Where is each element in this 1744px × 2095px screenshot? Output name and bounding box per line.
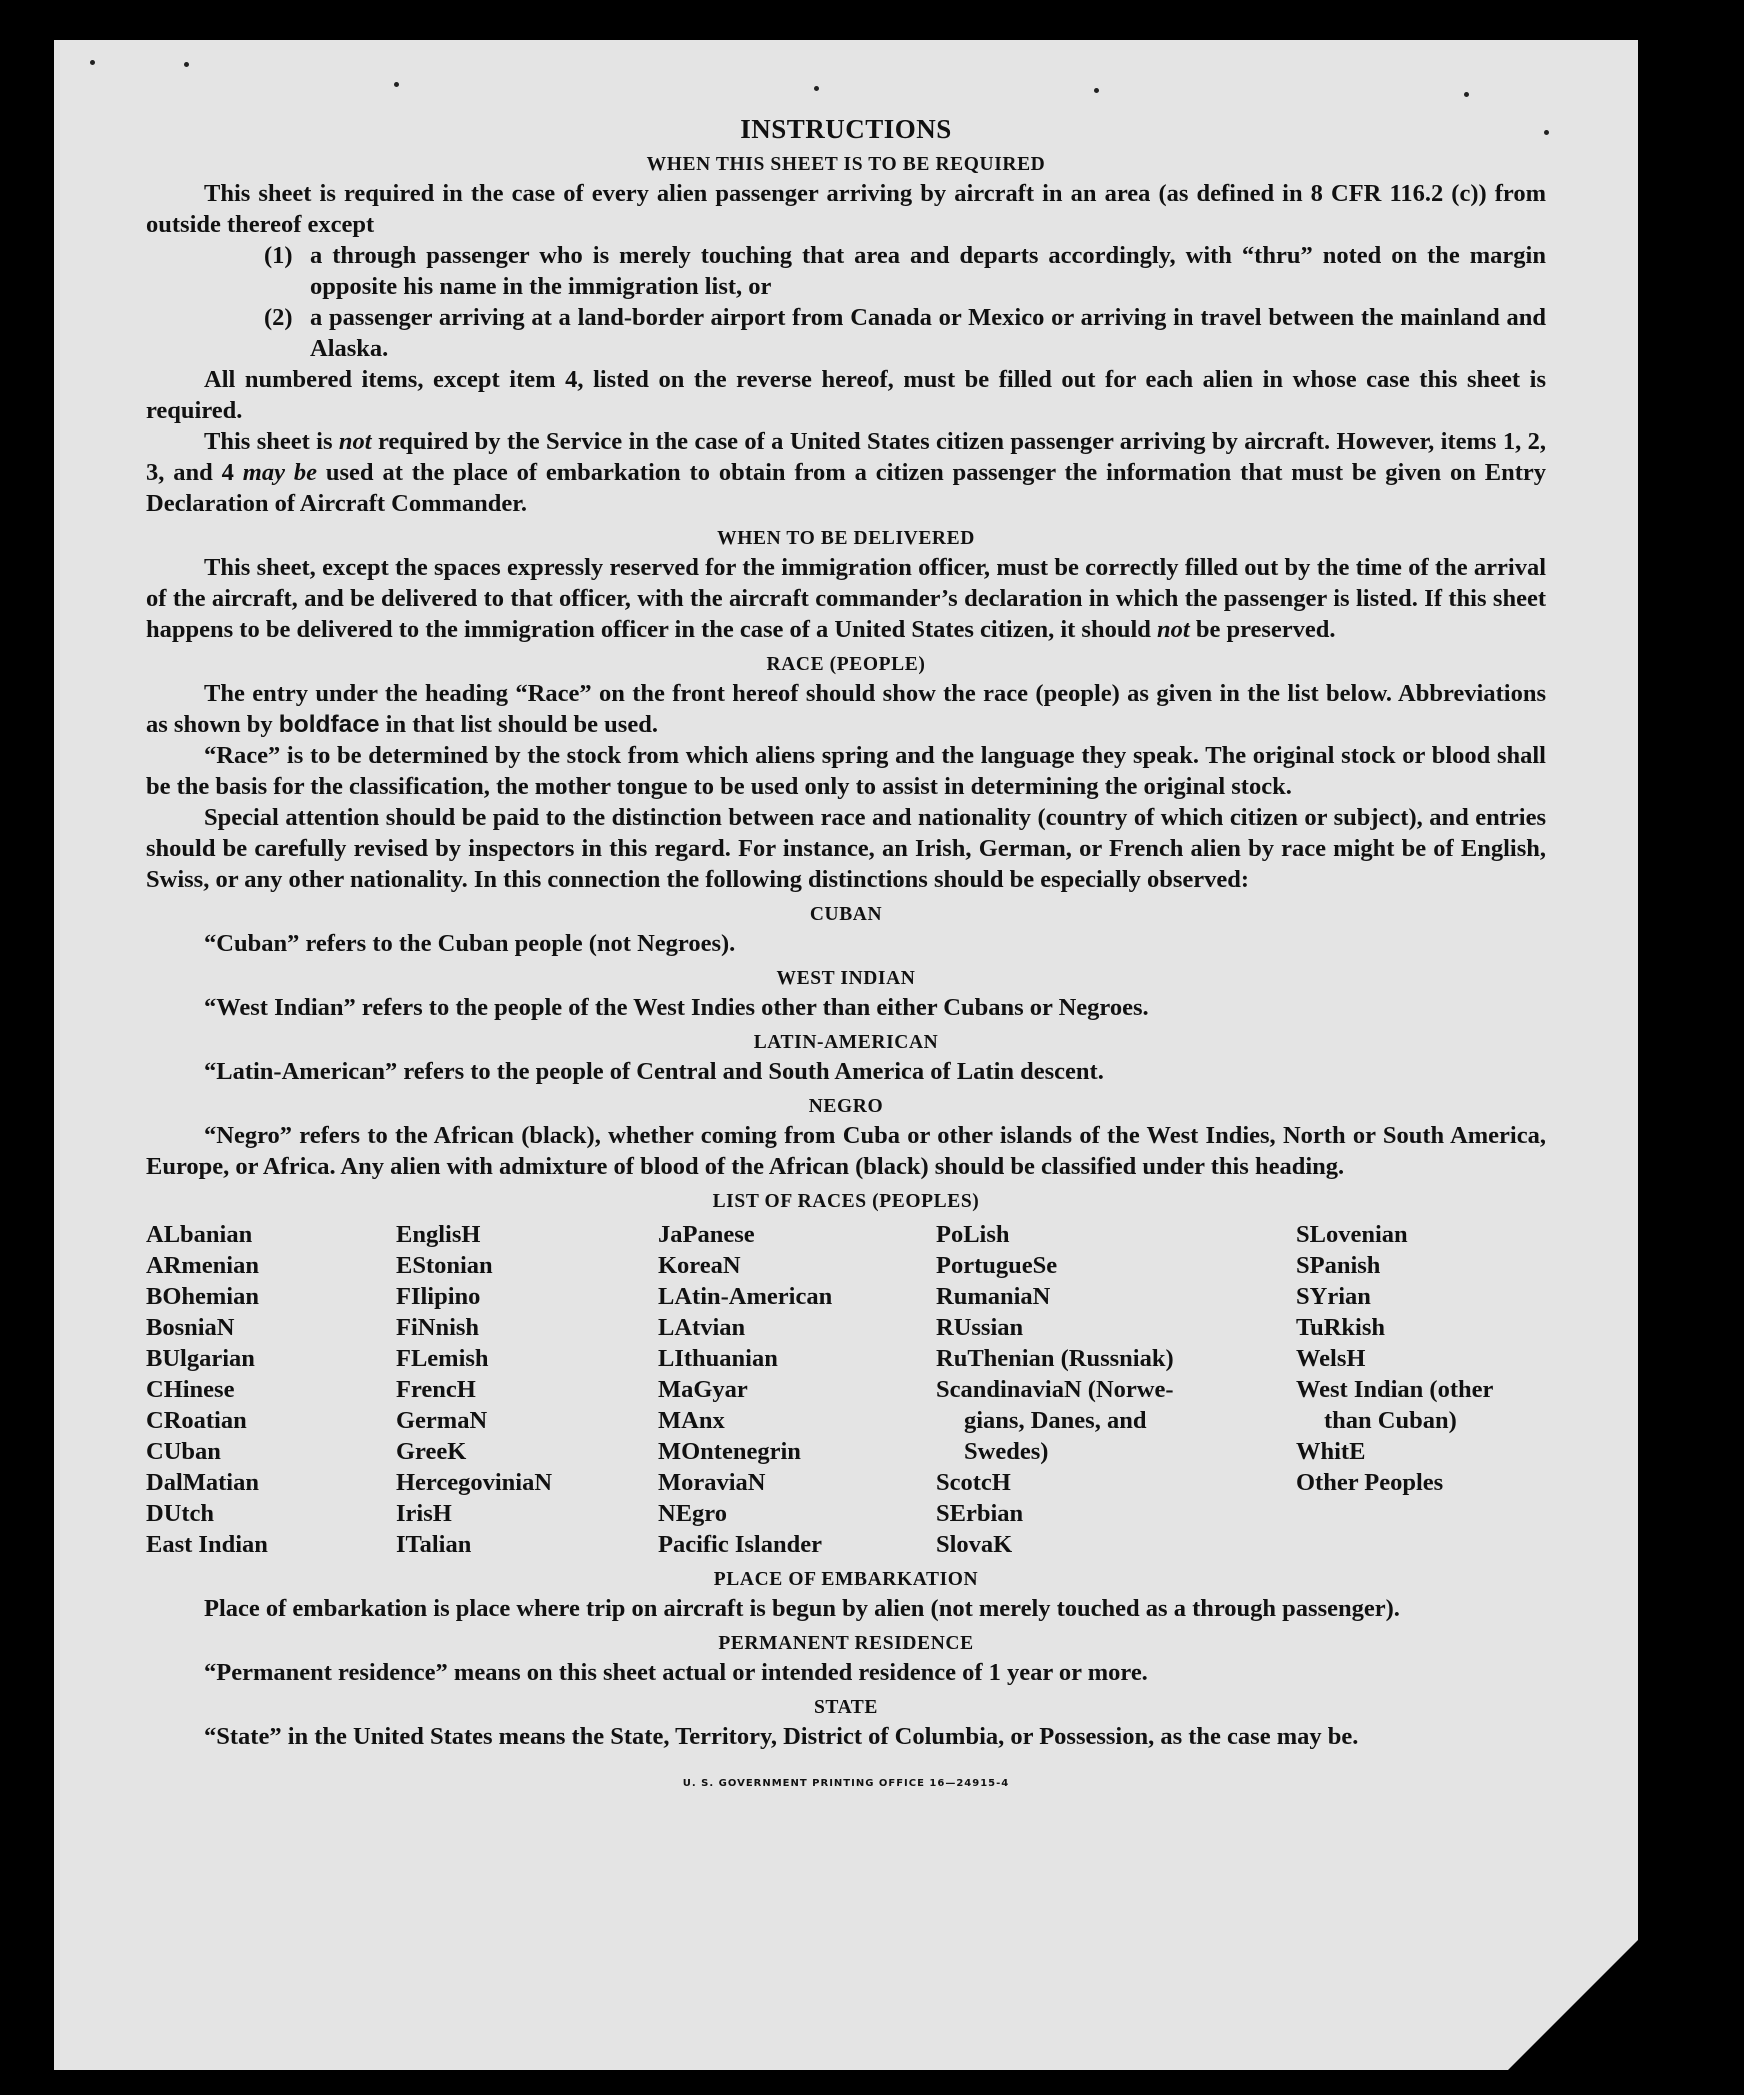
race-entry: WelsH <box>1296 1345 1366 1372</box>
race-entry: RUssian <box>936 1314 1024 1341</box>
paragraph <box>146 426 1546 519</box>
race-entry: HercegoviniaN <box>396 1469 553 1496</box>
heading-race: RACE (PEOPLE) <box>766 654 926 675</box>
race-entry: East Indian <box>146 1531 268 1558</box>
race-entry: EStonian <box>396 1252 493 1279</box>
race-entry: PoLish <box>936 1221 1010 1248</box>
race-entry: KoreaN <box>658 1252 741 1279</box>
race-entry: FrencH <box>396 1376 476 1403</box>
race-entry: ITalian <box>396 1531 472 1558</box>
race-entry: MAnx <box>658 1407 725 1434</box>
text-run: This sheet is <box>204 428 339 455</box>
paragraph: “West Indian” refers to the people of the West Indies other than either Cubans or Negroes. <box>204 994 1149 1021</box>
item-text: a through passenger who is merely touching that area and departs accordingly, with “thru” noted on the margin opposite his name in the immigration list, or <box>310 242 1546 300</box>
ink-speck <box>394 82 399 87</box>
races-column <box>1296 1219 1546 1560</box>
race-entry: MOntenegrin <box>658 1438 801 1465</box>
race-entry: ScandinaviaN (Norwe- <box>936 1376 1174 1403</box>
race-entry: FiNnish <box>396 1314 480 1341</box>
race-entry: CUban <box>146 1438 221 1465</box>
race-entry: SYrian <box>1296 1283 1371 1310</box>
races-column <box>146 1219 396 1560</box>
race-entry-continued: than Cuban) <box>1324 1407 1457 1434</box>
heading-when-required: WHEN THIS SHEET IS TO BE REQUIRED <box>646 154 1046 175</box>
ink-speck <box>1464 92 1469 97</box>
paragraph: “Race” is to be determined by the stock from which aliens spring and the language they speak. The original stock or blood shall be the basis for the classification, the mother tongue to be used only to assist in determining the original stock. <box>146 742 1546 800</box>
paragraph: This sheet is required in the case of every alien passenger arriving by aircraft in an area (as defined in 8 CFR 116.2 (c)) from outside thereof except <box>146 180 1546 238</box>
heading-list-of-races: LIST OF RACES (PEOPLES) <box>712 1191 980 1212</box>
races-column <box>396 1219 658 1560</box>
races-column <box>936 1219 1296 1560</box>
race-entry: TuRkish <box>1296 1314 1386 1341</box>
text-run: in that list should be used. <box>379 711 658 738</box>
race-entry: Other Peoples <box>1296 1469 1444 1496</box>
heading-embarkation: PLACE OF EMBARKATION <box>713 1569 979 1590</box>
italic-text: not <box>1157 616 1190 643</box>
ink-speck <box>814 86 819 91</box>
paragraph: “Cuban” refers to the Cuban people (not Negroes). <box>204 930 736 957</box>
item-number: (1) <box>264 242 293 269</box>
race-entry: DUtch <box>146 1500 215 1527</box>
race-entry: ALbanian <box>146 1221 253 1248</box>
race-entry: IrisH <box>396 1500 452 1527</box>
paragraph <box>146 678 1546 740</box>
races-list <box>146 1219 1546 1560</box>
ink-speck <box>184 62 189 67</box>
text-run: This sheet, except the spaces expressly reserved for the immigration officer, must be correctly filled out by the time of the arrival of the aircraft, and be delivered to that officer, with the aircraft commander’s declaration in which the passenger is listed. If this sheet happens to be delivered to the immigration officer in the case of a United States citizen, it should <box>146 554 1546 643</box>
heading-negro: NEGRO <box>808 1096 884 1117</box>
race-entry: ScotcH <box>936 1469 1011 1496</box>
race-entry: WhitE <box>1296 1438 1366 1465</box>
race-entry: FLemish <box>396 1345 489 1372</box>
race-entry: RuThenian (Russniak) <box>936 1345 1174 1372</box>
ink-speck <box>90 60 95 65</box>
race-entry: EnglisH <box>396 1221 481 1248</box>
race-entry: MoraviaN <box>658 1469 766 1496</box>
document-sheet <box>54 40 1638 2070</box>
race-entry: LAtvian <box>658 1314 746 1341</box>
race-entry: SPanish <box>1296 1252 1381 1279</box>
race-entry: JaPanese <box>658 1221 755 1248</box>
paragraph: All numbered items, except item 4, listed on the reverse hereof, must be filled out for each alien in whose case this sheet is required. <box>146 366 1546 424</box>
heading-cuban: CUBAN <box>809 904 883 925</box>
race-entry: NEgro <box>658 1500 727 1527</box>
item-text: a passenger arriving at a land-border airport from Canada or Mexico or arriving in travel between the mainland and Alaska. <box>310 304 1546 362</box>
heading-west-indian: WEST INDIAN <box>776 968 916 989</box>
race-entry: SLovenian <box>1296 1221 1408 1248</box>
italic-text: not <box>338 428 372 455</box>
text-run: required by the Service in the case of a United States citizen passenger arriving by aircraft. However, items 1, 2, 3, and 4 <box>146 428 1546 486</box>
heading-when-delivered: WHEN TO BE DELIVERED <box>717 528 975 549</box>
race-entry: ARmenian <box>146 1252 259 1279</box>
page-title: INSTRUCTIONS <box>740 114 952 144</box>
folded-corner <box>1508 1940 1638 2070</box>
race-entry: GreeK <box>396 1438 467 1465</box>
text-run: be preserved. <box>1189 616 1336 643</box>
paragraph: “Permanent residence” means on this sheet actual or intended residence of 1 year or more. <box>204 1659 1148 1686</box>
list-item <box>146 240 1546 302</box>
race-entry: LAtin-American <box>658 1283 833 1310</box>
paragraph: “Negro” refers to the African (black), whether coming from Cuba or other islands of the West Indies, North or South America, Europe, or Africa. Any alien with admixture of blood of the African (black) should be classified under this heading. <box>146 1122 1546 1180</box>
race-entry: CRoatian <box>146 1407 247 1434</box>
printer-imprint: U. S. GOVERNMENT PRINTING OFFICE 16—24915-4 <box>682 1778 1010 1789</box>
paragraph: Place of embarkation is place where trip on aircraft is begun by alien (not merely touched as a through passenger). <box>204 1595 1400 1622</box>
race-entry: DalMatian <box>146 1469 259 1496</box>
race-entry: SlovaK <box>936 1531 1013 1558</box>
race-entry: CHinese <box>146 1376 235 1403</box>
race-entry: FIlipino <box>396 1283 481 1310</box>
heading-permanent-residence: PERMANENT RESIDENCE <box>718 1633 974 1654</box>
list-item <box>146 302 1546 364</box>
item-number: (2) <box>264 304 293 331</box>
races-column <box>658 1219 936 1560</box>
ink-speck <box>1094 88 1099 93</box>
race-entry: GermaN <box>396 1407 488 1434</box>
race-entry: SErbian <box>936 1500 1024 1527</box>
race-entry: BOhemian <box>146 1283 259 1310</box>
race-entry: RumaniaN <box>936 1283 1051 1310</box>
paragraph: “Latin-American” refers to the people of Central and South America of Latin descent. <box>204 1058 1104 1085</box>
race-entry: MaGyar <box>658 1376 748 1403</box>
paragraph: “State” in the United States means the State, Territory, District of Columbia, or Possession, as the case may be. <box>204 1723 1359 1750</box>
race-entry-continued: Swedes) <box>964 1438 1049 1465</box>
race-entry: LIthuanian <box>658 1345 778 1372</box>
race-entry: West Indian (other <box>1296 1376 1494 1403</box>
heading-latin-american: LATIN-AMERICAN <box>753 1032 939 1053</box>
italic-text: may be <box>242 459 317 486</box>
race-entry: Pacific Islander <box>658 1531 822 1558</box>
heading-state: STATE <box>813 1697 879 1718</box>
paragraph <box>146 552 1546 645</box>
text-run: The entry under the heading “Race” on the front hereof should show the race (people) as given in the list below. Abbreviations as shown by <box>146 680 1546 738</box>
race-entry: PortugueSe <box>936 1252 1058 1279</box>
boldface-text: boldface <box>278 711 380 738</box>
paragraph: Special attention should be paid to the distinction between race and nationality (country of which citizen or subject), and entries should be carefully revised by inspectors in this regard. For instance, an Irish, German, or French alien by race might be of English, Swiss, or any other nationality. In this connection the following distinctions should be especially observed: <box>146 804 1546 893</box>
instructions-content <box>146 114 1546 1799</box>
race-entry-continued: gians, Danes, and <box>964 1407 1147 1434</box>
race-entry: BUlgarian <box>146 1345 255 1372</box>
race-entry: BosniaN <box>146 1314 235 1341</box>
text-run: used at the place of embarkation to obtain from a citizen passenger the information that must be given on Entry Declaration of Aircraft Commander. <box>146 459 1546 517</box>
